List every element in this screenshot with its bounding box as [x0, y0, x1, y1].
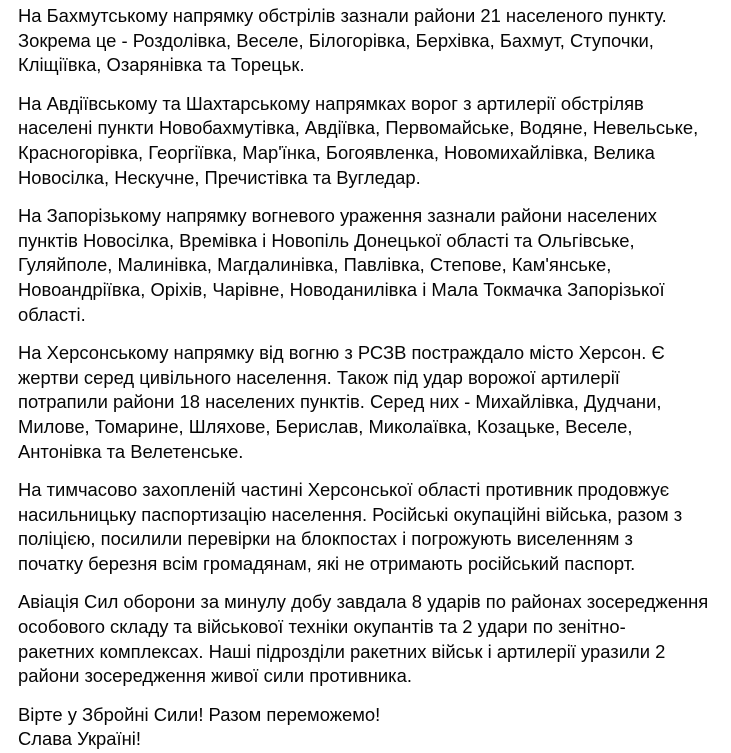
post-line: Милове, Томарине, Шляхове, Берислав, Миколаївка, Козацьке, Веселе,: [18, 415, 633, 437]
post-line: насильницьку паспортизацію населення. Російські окупаційні війська, разом з: [18, 503, 683, 525]
paragraph-aviation: [18, 590, 717, 688]
post-line: На Запорізькому напрямку вогневого ураження зазнали райони населених: [18, 205, 657, 227]
post-line: населені пункти Новобахмутівка, Авдіївка, Первомайське, Водяне, Невельське,: [18, 117, 699, 139]
post-line: На Херсонському напрямку від вогню з РСЗВ постраждало місто Херсон. Є: [18, 342, 665, 364]
paragraph-occupied-territory: [18, 478, 717, 576]
post-line: Красногорівка, Георгіївка, Мар'їнка, Богоявленка, Новомихайлівка, Велика: [18, 141, 655, 163]
post-line: На тимчасово захопленій частині Херсонської області противник продовжує: [18, 479, 670, 501]
post-line: Авіація Сил оборони за минулу добу завдала 8 ударів по районах зосередження: [18, 591, 709, 613]
post-line: На Авдіївському та Шахтарському напрямках ворог з артилерії обстріляв: [18, 92, 644, 114]
post-line: На Бахмутському напрямку обстрілів зазнали райони 21 населеного пункту.: [18, 5, 667, 26]
post-line: області.: [18, 303, 86, 325]
post-line: поліцією, посилили перевірки на блокпостах і погрожують виселенням з: [18, 528, 633, 550]
post-line: Кліщіївка, Озарянівка та Торецьк.: [18, 54, 305, 76]
paragraph-zaporizhzhia: [18, 204, 717, 327]
paragraph-kherson: [18, 341, 717, 464]
post-line: пунктів Новосілка, Времівка і Новопіль Донецької області та Ольгівське,: [18, 229, 635, 251]
post-line: райони зосередження живої сили противника.: [18, 665, 412, 687]
post-line: початку березня всім громадянам, які не отримають російський паспорт.: [18, 552, 636, 574]
post-line: потрапили райони 18 населених пунктів. Серед них - Михайлівка, Дудчани,: [18, 391, 662, 413]
paragraph-bakhmut: [18, 4, 717, 78]
paragraph-closing: [18, 703, 717, 752]
post-line: Новосілка, Нескучне, Пречистівка та Вугледар.: [18, 166, 421, 188]
post-line: Новоандріївка, Оріхів, Чарівне, Новоданилівка і Мала Токмачка Запорізької: [18, 278, 665, 300]
post-line: Вірте у Збройні Сили! Разом переможемо!: [18, 703, 381, 725]
paragraph-avdiivka: [18, 92, 717, 190]
post-line: Антонівка та Велетенське.: [18, 440, 244, 462]
post-line: особового складу та військової техніки окупантів та 2 удари по зенітно-: [18, 616, 626, 638]
post-line: Слава Україні!: [18, 728, 141, 750]
post-line: Гуляйполе, Малинівка, Магдалинівка, Павлівка, Степове, Кам'янське,: [18, 254, 612, 276]
post-line: ракетних комплексах. Наші підрозділи ракетних військ і артилерії уразили 2: [18, 640, 666, 662]
post-line: жертви серед цивільного населення. Також під удар ворожої артилерії: [18, 366, 620, 388]
post-line: Зокрема це - Роздолівка, Веселе, Білогорівка, Берхівка, Бахмут, Ступочки,: [18, 29, 654, 51]
